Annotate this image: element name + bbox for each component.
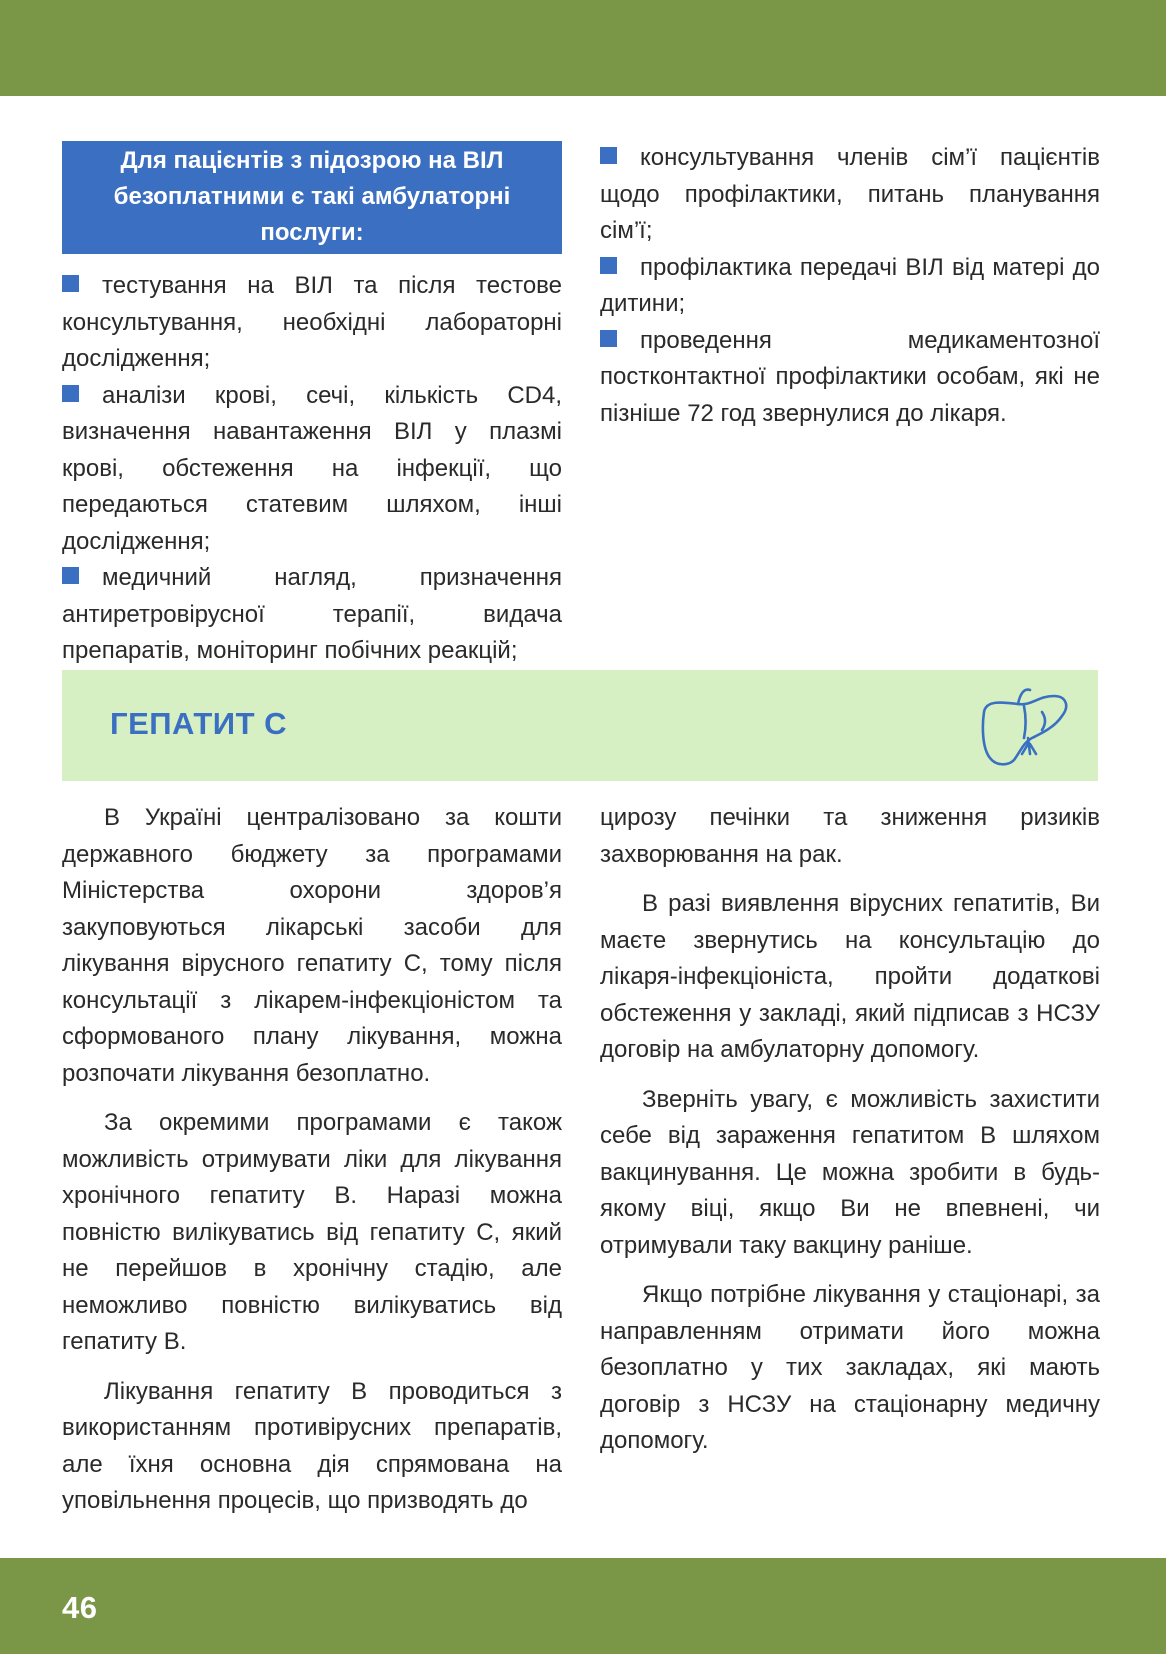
bullet-square-icon: [600, 257, 617, 274]
hiv-left-column: [62, 141, 562, 670]
paragraph: За окремими програмами є також можливість отримувати ліки для лікування хронічного гепатиту В. Наразі можна повністю вилікуватись від гепатиту С, який не перейшов в хронічну стадію, але неможливо повністю вилікуватись від гепатиту В.: [62, 1109, 562, 1355]
list-item: [62, 378, 562, 561]
hiv-header-line-1: Для пацієнтів з підозрою на ВІЛ: [120, 147, 504, 174]
paragraph: В разі виявлення вірусних гепатитів, Ви маєте звернутись на консультацію до лікаря-інфекціоніста, пройти додаткові обстеження у закладі, який підписав з НСЗУ договір на амбулаторну допомогу.: [600, 890, 1100, 1063]
bullet-square-icon: [600, 330, 617, 347]
paragraph: В Україні централізовано за кошти державного бюджету за програмами Міністерства охорони здоров’я закуповуються лікарські засоби для лікування вірусного гепатиту С, тому після консультації з лікарем-інфекціоністом та сформованого плану лікування, можна розпочати лікування безоплатно.: [62, 804, 562, 1087]
list-item-text: аналізи крові, сечі, кількість CD4, визначення навантаження ВІЛ у плазмі крові, обстеження на інфекції, що передаються статевим шляхом, інші дослідження;: [62, 381, 562, 555]
list-item-text: проведення медикаментозної постконтактної профілактики особам, які не пізніше 72 год звернулися до лікаря.: [600, 326, 1100, 427]
list-item-text: профілактика передачі ВІЛ від матері до дитини;: [600, 253, 1100, 317]
list-item: [62, 560, 562, 670]
list-item-text: медичний нагляд, призначення антиретровірусної терапії, видача препаратів, моніторинг побічних реакцій;: [62, 564, 562, 664]
header-band: [0, 0, 1166, 96]
bullet-square-icon: [62, 275, 79, 292]
section-title: ГЕПАТИТ С: [110, 706, 288, 741]
liver-icon: [974, 682, 1074, 772]
paragraph-continuation: цирозу печінки та зниження ризиків захворювання на рак.: [600, 804, 1100, 868]
list-item: [62, 268, 562, 378]
hepatitis-right-column: [600, 800, 1100, 1473]
list-item: [600, 323, 1100, 433]
list-item: [600, 250, 1100, 323]
list-item: [600, 140, 1100, 250]
list-item-text: тестування на ВІЛ та після тестове консультування, необхідні лабораторні дослідження;: [62, 272, 562, 372]
bullet-square-icon: [62, 567, 79, 584]
hiv-right-column: [600, 140, 1100, 432]
bullet-square-icon: [62, 385, 79, 402]
paragraph: Лікування гепатиту В проводиться з використанням противірусних препаратів, але їхня основна дія спрямована на уповільнення процесів, що призводять до: [62, 1377, 562, 1514]
page-number: 46: [62, 1590, 98, 1625]
footer-band: [0, 1558, 1166, 1654]
list-item-text: консультування членів сім’ї пацієнтів щодо профілактики, питань планування сім’ї;: [600, 144, 1100, 244]
hiv-header-line-2: безоплатними є такі амбулаторні послуги:: [113, 183, 511, 246]
hiv-services-header: [62, 141, 562, 254]
hepatitis-left-column: [62, 800, 562, 1533]
bullet-square-icon: [600, 147, 617, 164]
paragraph: Якщо потрібне лікування у стаціонарі, за направленням отримати його можна безоплатно у тих закладах, які мають договір з НСЗУ на стаціонарну медичну допомогу.: [600, 1281, 1100, 1454]
paragraph: Зверніть увагу, є можливість захистити себе від зараження гепатитом В шляхом вакцинування. Це можна зробити в будь-якому віці, якщо Ви не впевнені, чи отримували таку вакцину раніше.: [600, 1085, 1100, 1259]
hepatitis-section-header: [62, 670, 1098, 781]
